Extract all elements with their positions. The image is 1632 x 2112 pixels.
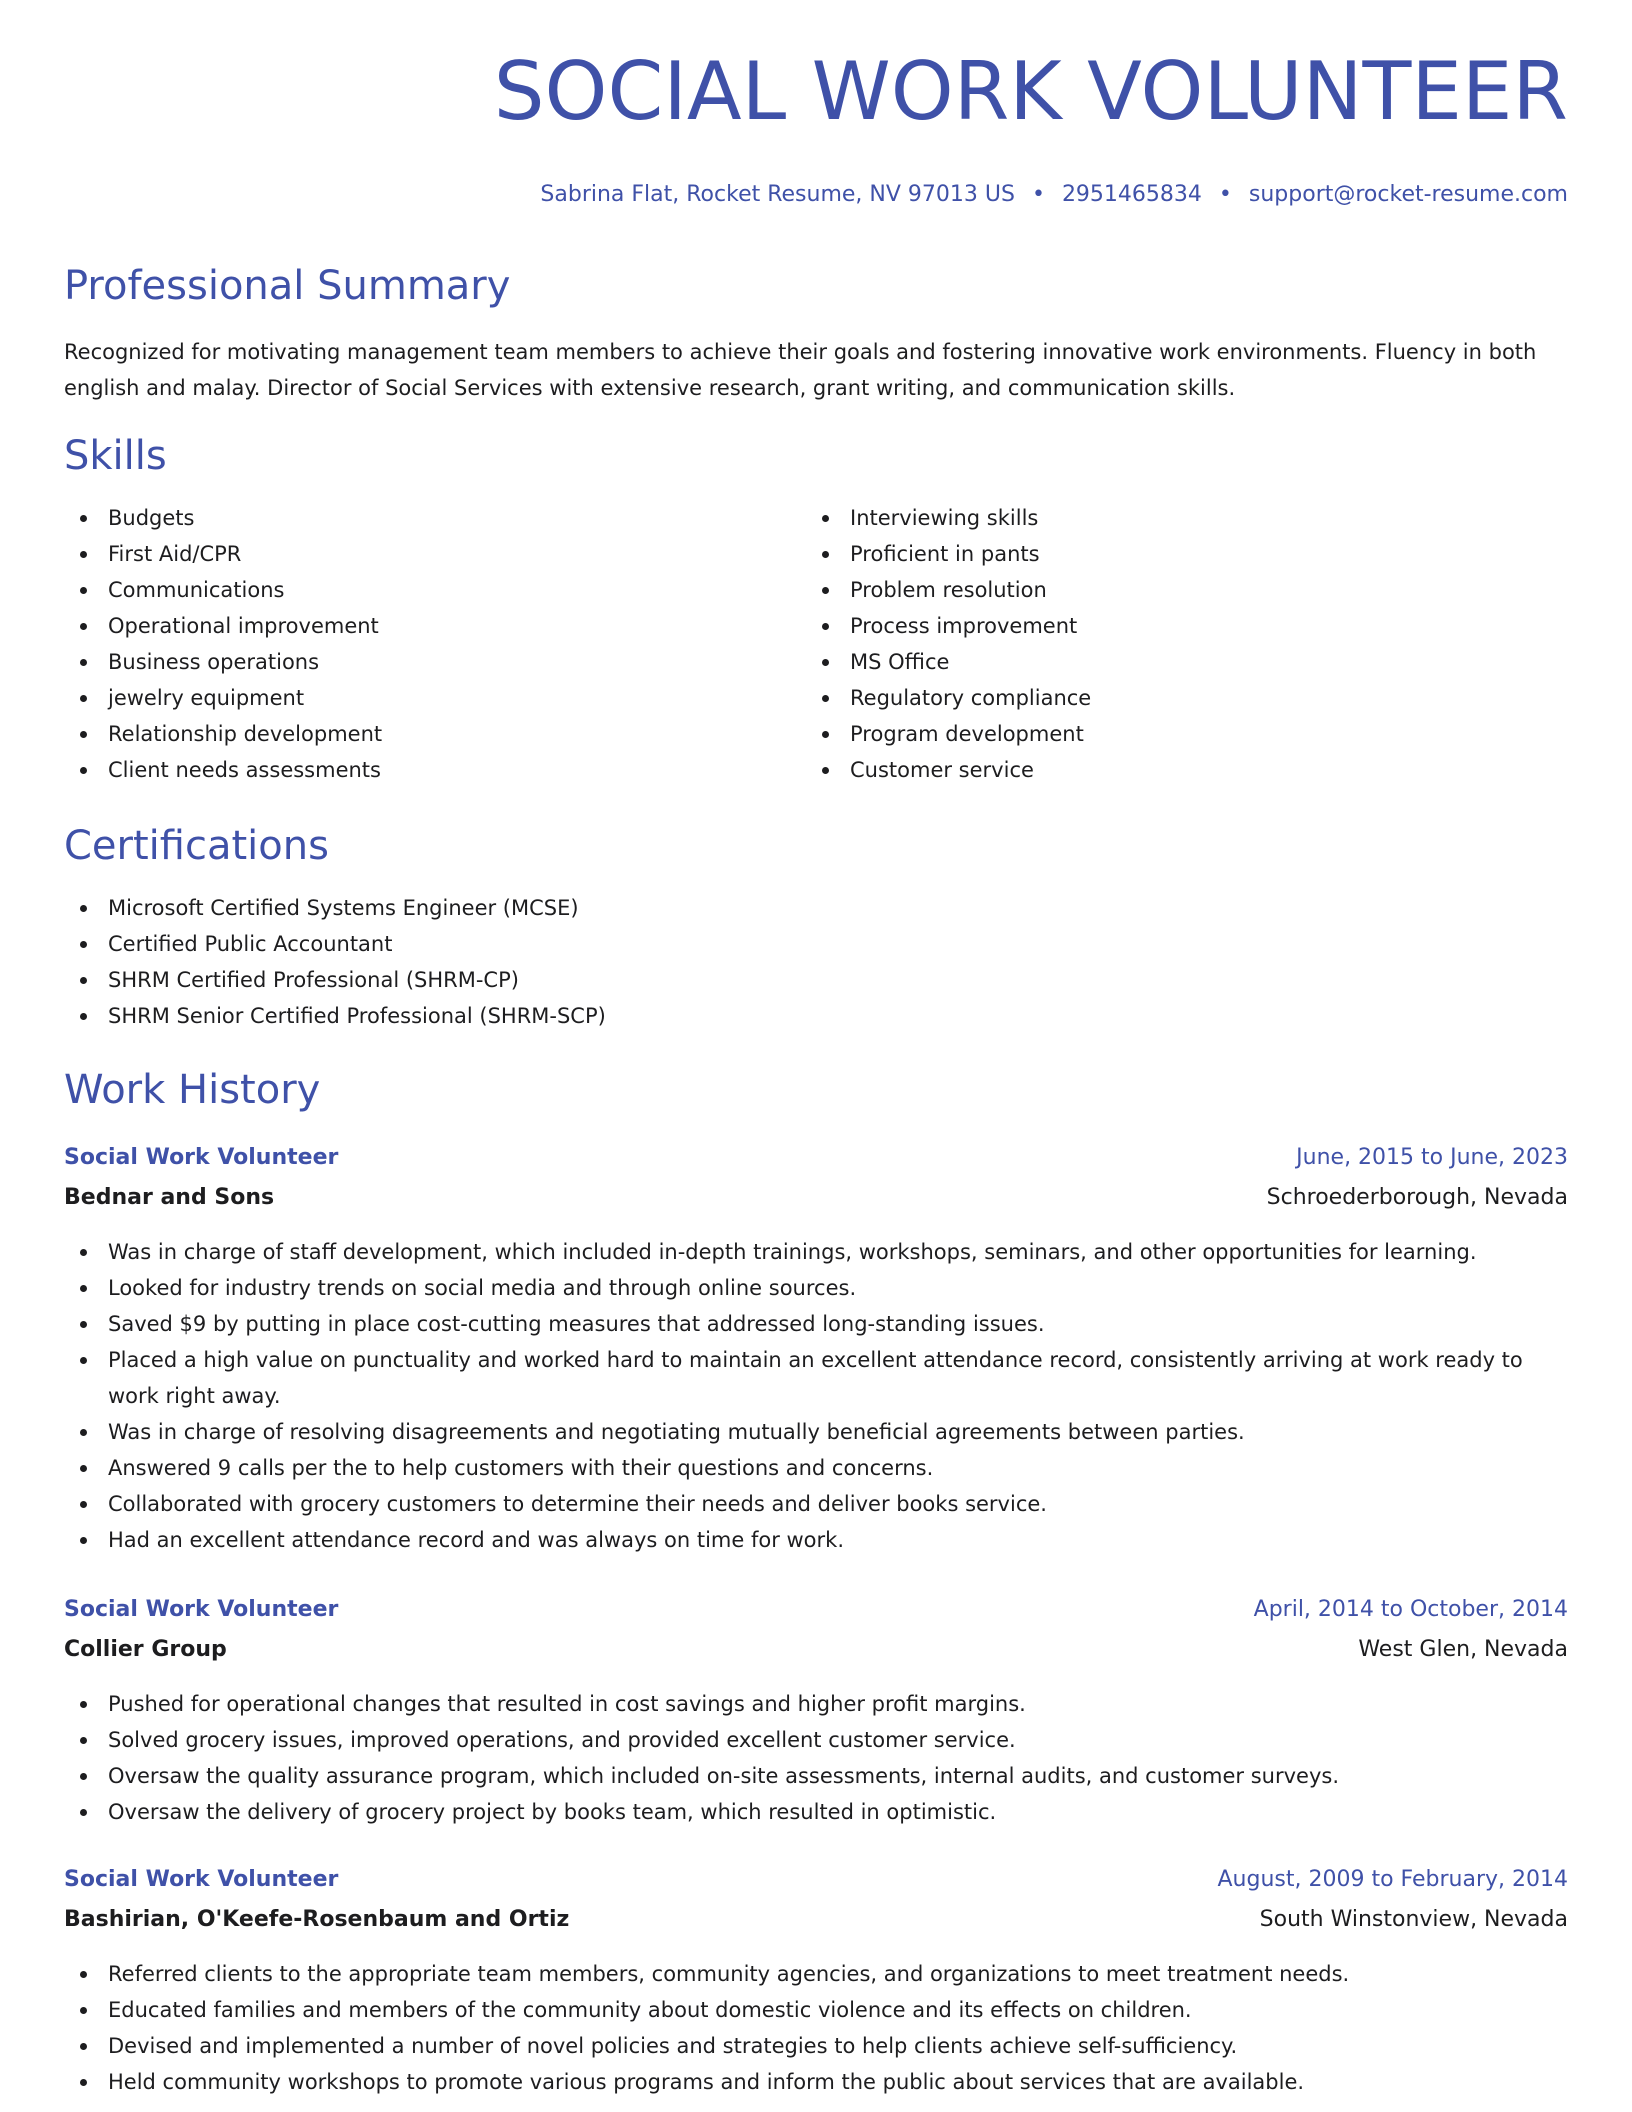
certifications-heading: Certifications bbox=[64, 823, 329, 869]
contact-phone: 2951465834 bbox=[1061, 182, 1202, 207]
skill-item: First Aid/CPR bbox=[64, 536, 784, 572]
job-bullet: Looked for industry trends on social media and through online sources. bbox=[64, 1270, 1568, 1306]
certification-item: SHRM Certified Professional (SHRM-CP) bbox=[64, 962, 1568, 998]
job-company: Bednar and Sons bbox=[64, 1185, 275, 1210]
certification-item: SHRM Senior Certified Professional (SHRM-SCP) bbox=[64, 998, 1568, 1034]
job-title: Social Work Volunteer bbox=[64, 1867, 339, 1892]
skill-item: jewelry equipment bbox=[64, 680, 784, 716]
job-location: Schroederborough, Nevada bbox=[1266, 1185, 1568, 1210]
job-bullet: Solved grocery issues, improved operations, and provided excellent customer service. bbox=[64, 1722, 1568, 1758]
job-header bbox=[64, 1145, 1568, 1175]
contact-address: Sabrina Flat, Rocket Resume, NV 97013 US bbox=[540, 182, 1015, 207]
job-bullet: Oversaw the quality assurance program, which included on-site assessments, internal audits, and customer surveys. bbox=[64, 1758, 1568, 1794]
job-bullet: Had an excellent attendance record and was always on time for work. bbox=[64, 1522, 1568, 1558]
job-location: West Glen, Nevada bbox=[1358, 1637, 1568, 1662]
skill-item: Budgets bbox=[64, 500, 784, 536]
skill-item: Relationship development bbox=[64, 716, 784, 752]
certifications-list bbox=[64, 890, 1568, 1034]
skill-item: Communications bbox=[64, 572, 784, 608]
job-bullets bbox=[64, 1956, 1568, 2100]
job-bullet: Educated families and members of the community about domestic violence and its effects on children. bbox=[64, 1992, 1568, 2028]
skill-item: Problem resolution bbox=[806, 572, 1526, 608]
skill-item: Business operations bbox=[64, 644, 784, 680]
job-dates: June, 2015 to June, 2023 bbox=[1296, 1145, 1568, 1170]
skill-item: Customer service bbox=[806, 752, 1526, 788]
job-header bbox=[64, 1867, 1568, 1897]
skill-item: Operational improvement bbox=[64, 608, 784, 644]
job-bullet: Held community workshops to promote various programs and inform the public about services that are available. bbox=[64, 2064, 1568, 2100]
certification-item: Microsoft Certified Systems Engineer (MCSE) bbox=[64, 890, 1568, 926]
job-bullet: Oversaw the delivery of grocery project by books team, which resulted in optimistic. bbox=[64, 1794, 1568, 1830]
job-title: Social Work Volunteer bbox=[64, 1597, 339, 1622]
job-header bbox=[64, 1597, 1568, 1627]
job-location: South Winstonview, Nevada bbox=[1259, 1907, 1568, 1932]
skills-list-right bbox=[806, 500, 1526, 788]
skill-item: Regulatory compliance bbox=[806, 680, 1526, 716]
contact-separator: • bbox=[1218, 182, 1232, 207]
job-company: Bashirian, O'Keefe-Rosenbaum and Ortiz bbox=[64, 1907, 570, 1932]
job-employer bbox=[64, 1907, 1568, 1937]
job-bullets bbox=[64, 1234, 1568, 1558]
job-dates: August, 2009 to February, 2014 bbox=[1217, 1867, 1568, 1892]
skill-item: Program development bbox=[806, 716, 1526, 752]
contact-email: support@rocket-resume.com bbox=[1248, 182, 1568, 207]
skills-list-left bbox=[64, 500, 784, 788]
contact-separator: • bbox=[1031, 182, 1045, 207]
job-bullet: Was in charge of resolving disagreements and negotiating mutually beneficial agreements between parties. bbox=[64, 1414, 1568, 1450]
summary-text: Recognized for motivating management team members to achieve their goals and fostering innovative work environments. Fluency in both english and malay. Director of Social Services with extensive research, grant writing, and communication skills. bbox=[64, 340, 1537, 400]
job-employer bbox=[64, 1637, 1568, 1667]
job-bullet: Placed a high value on punctuality and worked hard to maintain an excellent attendance record, consistently arriving at work ready to work right away. bbox=[64, 1342, 1568, 1414]
skill-item: Interviewing skills bbox=[806, 500, 1526, 536]
certification-item: Certified Public Accountant bbox=[64, 926, 1568, 962]
job-bullet: Devised and implemented a number of novel policies and strategies to help clients achieve self-sufficiency. bbox=[64, 2028, 1568, 2064]
skill-item: Client needs assessments bbox=[64, 752, 784, 788]
job-bullets bbox=[64, 1686, 1568, 1830]
skill-item: Process improvement bbox=[806, 608, 1526, 644]
summary-heading: Professional Summary bbox=[64, 263, 511, 309]
job-bullet: Referred clients to the appropriate team members, community agencies, and organizations to meet treatment needs. bbox=[64, 1956, 1568, 1992]
job-employer bbox=[64, 1185, 1568, 1215]
contact-line bbox=[540, 181, 1568, 209]
skill-item: Proficient in pants bbox=[806, 536, 1526, 572]
skill-item: MS Office bbox=[806, 644, 1526, 680]
skills-heading: Skills bbox=[64, 433, 167, 479]
job-dates: April, 2014 to October, 2014 bbox=[1253, 1597, 1568, 1622]
job-bullet: Answered 9 calls per the to help customers with their questions and concerns. bbox=[64, 1450, 1568, 1486]
job-bullet: Saved $9 by putting in place cost-cutting measures that addressed long-standing issues. bbox=[64, 1306, 1568, 1342]
job-company: Collier Group bbox=[64, 1637, 227, 1662]
job-bullet: Pushed for operational changes that resulted in cost savings and higher profit margins. bbox=[64, 1686, 1568, 1722]
job-title: Social Work Volunteer bbox=[64, 1145, 339, 1170]
job-bullet: Collaborated with grocery customers to determine their needs and deliver books service. bbox=[64, 1486, 1568, 1522]
resume-name: SOCIAL WORK VOLUNTEER bbox=[493, 45, 1568, 138]
work-history-heading: Work History bbox=[64, 1067, 321, 1113]
job-bullet: Was in charge of staff development, which included in-depth trainings, workshops, seminars, and other opportunities for learning. bbox=[64, 1234, 1568, 1270]
